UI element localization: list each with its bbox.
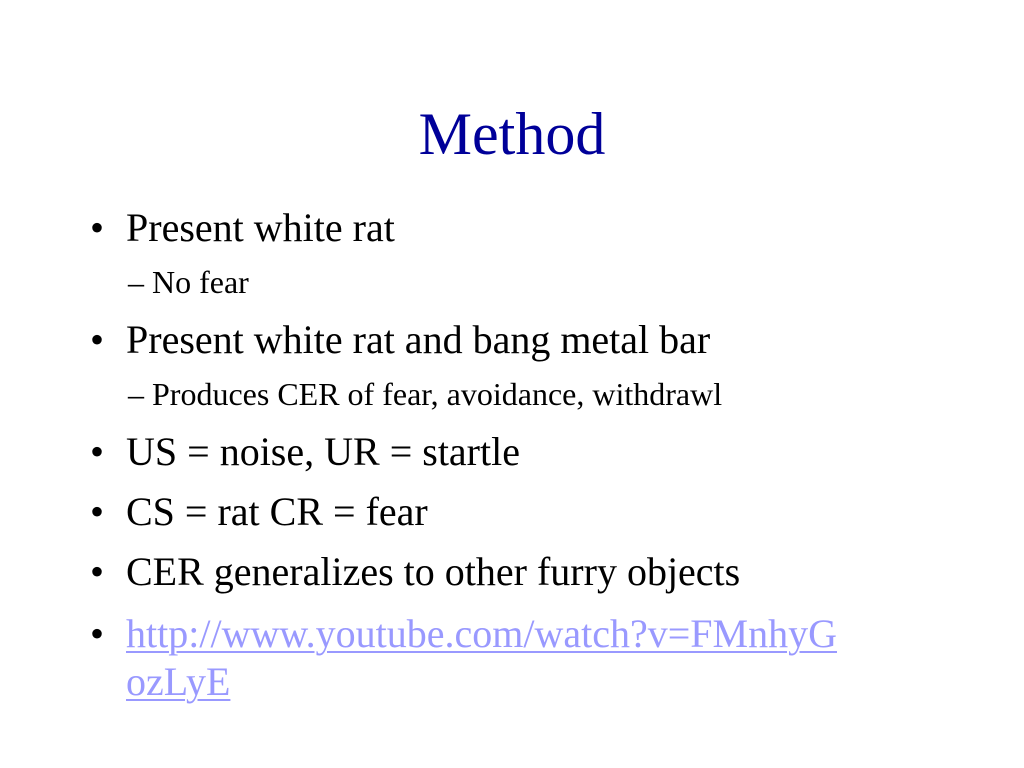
bullet-icon: •: [90, 317, 105, 362]
bullet-text: CER generalizes to other furry objects: [126, 549, 741, 594]
youtube-link[interactable]: [126, 610, 946, 706]
dash-icon: –: [128, 376, 144, 412]
bullet-text: Present white rat: [126, 205, 395, 250]
link-text-line-2[interactable]: ozLyE: [126, 659, 231, 704]
bullet-text: CS = rat CR = fear: [126, 489, 428, 534]
bullet-icon: •: [90, 611, 105, 656]
bullet-icon: •: [90, 489, 105, 534]
bullet-icon: •: [90, 205, 105, 250]
sub-bullet-text: No fear: [152, 264, 249, 300]
dash-icon: –: [128, 264, 144, 300]
bullet-icon: •: [90, 549, 105, 594]
sub-bullet-text: Produces CER of fear, avoidance, withdrawl: [152, 376, 723, 412]
bullet-text: Present white rat and bang metal bar: [126, 317, 711, 362]
bullet-text: US = noise, UR = startle: [126, 429, 520, 474]
bullet-icon: •: [90, 429, 105, 474]
sub-bullet-item: [128, 374, 722, 414]
slide-title: Method: [418, 101, 606, 167]
link-text-line-1[interactable]: http://www.youtube.com/watch?v=FMnhyG: [126, 611, 837, 656]
sub-bullet-item: [128, 262, 249, 302]
